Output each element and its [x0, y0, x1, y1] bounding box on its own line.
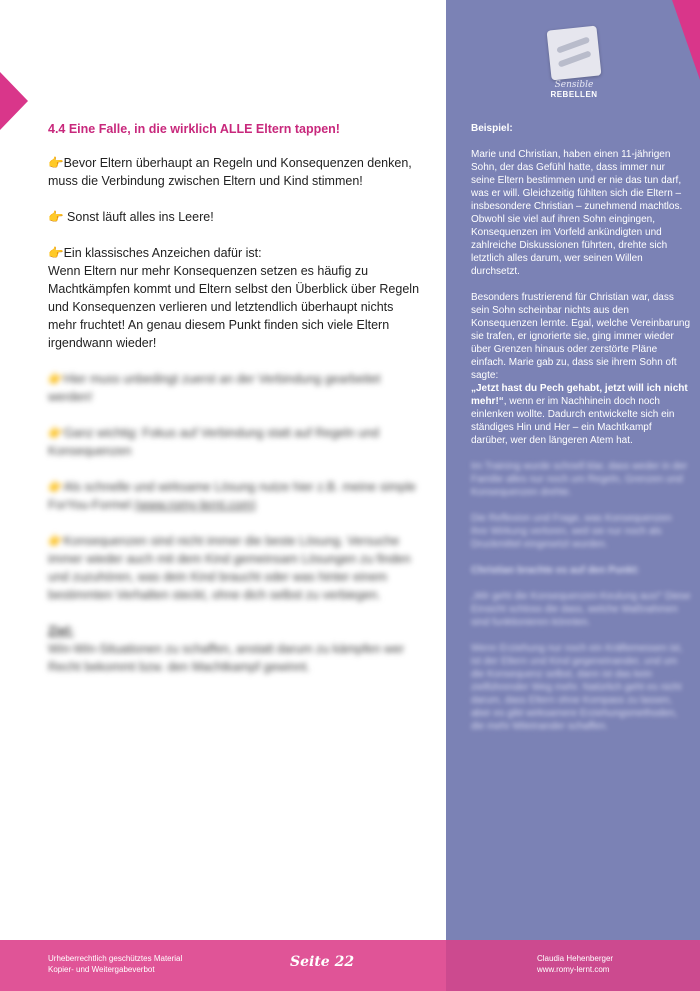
- blurred-paragraph: [48, 424, 423, 460]
- sidebar-blurred-paragraph: Die Reflexion und Frage, was Konsequenzen ihre Wirkung verloren, weil sie nur noch als Druckmittel eingesetzt wurden.: [471, 513, 672, 550]
- sidebar-text: , wenn er im Nachhinein doch noch einlenken wollte. Dadurch entwickelte sich ein ständiges Hin und Her – ein Machtkampf darüber, wer den längeren Atem hat.: [471, 396, 675, 446]
- goal-text: Win-Win-Situationen zu schaffen, anstatt darum zu kämpfen wer Recht bekommt bzw. den Machtkampf gewinnt.: [48, 642, 405, 674]
- sidebar-blurred-content: [471, 460, 691, 733]
- paragraph-text: Sonst läuft alles ins Leere!: [63, 210, 214, 224]
- sidebar-blurred-paragraph: Im Training wurde schnell klar, dass weder in der Familie alles nur noch um Regeln, Grenzen und Konsequenzen drehte.: [471, 461, 688, 498]
- footer-author: [537, 953, 613, 975]
- copyright-line-1: Urheberrechtlich geschütztes Material: [48, 954, 183, 963]
- sidebar-blurred-paragraph: Christian brachte es auf den Punkt:: [471, 565, 640, 576]
- blurred-content: [48, 370, 423, 676]
- corner-triangle-left: [0, 72, 28, 130]
- sidebar-quote: „Jetzt hast du Pech gehabt, jetzt will ich nicht mehr!“: [471, 383, 688, 407]
- sidebar-text: Besonders frustrierend für Christian war, dass sein Sohn scheinbar nichts aus den Konsequenzen lernte. Egal, welche Vereinbarung sie trafen, er ignorierte sie, ging immer wieder über Grenzen hinaus oder zerstörte Pläne einfach. Marie gab zu, dass sie ihrem Sohn oft sagte:: [471, 292, 691, 381]
- pointing-hand-icon: 👉: [48, 210, 64, 224]
- sidebar-example: [471, 122, 691, 746]
- paragraph-text: Wenn Eltern nur mehr Konsequenzen setzen es häufig zu Machtkämpfen kommt und Eltern selbst den Überblick über Regeln und Konsequenzen verlieren und letztendlich überhaupt nichts mehr fruchtet! An genau diesem Punkt finden sich viele Eltern irgendwann wieder!: [48, 264, 420, 350]
- page-number: Seite 22: [290, 954, 355, 970]
- blurred-paragraph: [48, 532, 423, 604]
- logo-text-line2: REBELLEN: [550, 90, 598, 99]
- footer-copyright: [48, 953, 182, 975]
- blurred-text: Ganz wichtig: Fokus auf Verbindung statt auf Regeln und Konsequenzen: [48, 426, 380, 458]
- pointing-hand-icon: 👉: [48, 372, 64, 386]
- sensible-rebellen-logo: [545, 28, 603, 102]
- pointing-hand-icon: 👉: [48, 534, 64, 548]
- copyright-line-2: Kopier- und Weitergabeverbot: [48, 965, 155, 974]
- paragraph-text: Bevor Eltern überhaupt an Regeln und Konsequenzen denken, muss die Verbindung zwischen Eltern und Kind stimmen!: [48, 156, 412, 188]
- paragraph-text: Ein klassisches Anzeichen dafür ist:: [63, 246, 262, 260]
- sidebar-paragraph: Marie und Christian, haben einen 11-jährigen Sohn, der das Gefühl hatte, dass immer nur seine Eltern bestimmen und er nie das tun darf, was er will. Gleichzeitig fühlten sich die Eltern – insbesondere Christian – zunehmend machtlos. Obwohl sie viel auf ihren Sohn eingingen, Konsequenzen im Vorfeld ankündigten und zahlreiche Diskussionen führten, drehte sich letztlich alles darum, wer seinen Willen durchsetzt.: [471, 149, 683, 277]
- blurred-text: Als schnelle und wirksame Lösung nutze hier z.B. meine simple ForYou-Formel: [48, 480, 416, 512]
- corner-triangle-right: [672, 0, 700, 80]
- sidebar-blurred-paragraph: Wenn Erziehung nur noch ein Kräftemessen ist, ist der Eltern und Kind gegeneinander, und um die Konsequenz selbst, dann ist das kein zielführender Weg mehr. Natürlich geht es nicht darum, dass Eltern ohne Kompass zu lassen, aber es gibt wirksamere Erziehungsmethoden, die mehr Miteinander schaffen.: [471, 643, 683, 732]
- page-footer: [0, 940, 700, 991]
- logo-text-line1: Sensible: [554, 80, 594, 90]
- section-heading: 4.4 Eine Falle, in die wirklich ALLE Eltern tappen!: [48, 122, 340, 136]
- blurred-text: Konsequenzen sind nicht immer die beste Lösung. Versuche immer wieder auch mit dem Kind gemeinsam Lösungen zu finden und zuzuhören, was dein Kind braucht oder was hinter einem bestimmten Verhalten steckt, ohne dich selbst zu verbiegen.: [48, 534, 411, 602]
- pointing-hand-icon: 👉: [48, 156, 64, 170]
- author-name: Claudia Hehenberger: [537, 954, 614, 963]
- pointing-hand-icon: 👉: [48, 246, 64, 260]
- paragraph-empty: [48, 208, 423, 226]
- goal-paragraph: [48, 622, 423, 676]
- pointing-hand-icon: 👉: [48, 480, 64, 494]
- sidebar-paragraph: [471, 291, 691, 447]
- website-link[interactable]: (www.romy-lernt.com): [134, 498, 256, 512]
- paragraph-indicator: [48, 244, 423, 352]
- pointing-hand-icon: 👉: [48, 426, 64, 440]
- goal-title: Ziel:: [48, 624, 74, 638]
- sidebar-title: Beispiel:: [471, 123, 513, 134]
- sidebar-blurred-paragraph: „Wir geht die Konsequenzen-Keulung aus!“ Diese Einsicht schloss die dass, welche Maßnahmen sind funktionieren könnten.: [471, 591, 691, 628]
- author-website[interactable]: www.romy-lernt.com: [537, 965, 610, 974]
- main-body: [48, 154, 423, 694]
- blurred-paragraph: [48, 478, 423, 514]
- paragraph-connection: [48, 154, 423, 190]
- blurred-paragraph: [48, 370, 423, 406]
- logo-mark-icon: [547, 26, 602, 81]
- blurred-text: Hier muss unbedingt zuerst an der Verbindung gearbeitet werden!: [48, 372, 381, 404]
